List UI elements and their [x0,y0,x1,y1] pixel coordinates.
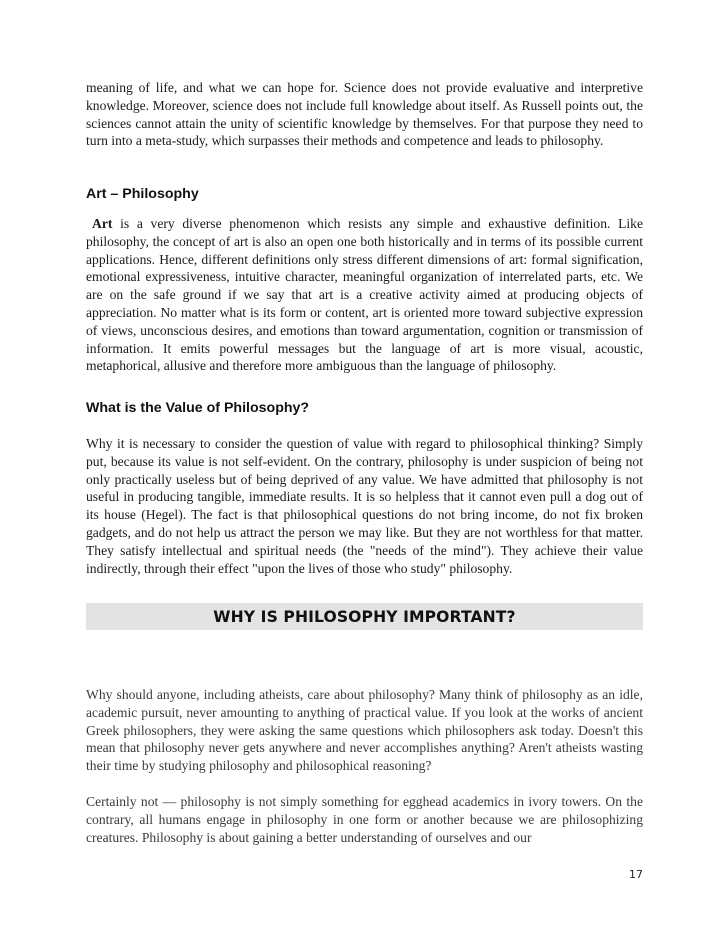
value-paragraph: Why it is necessary to consider the question of value with regard to philosophical thinking? Simply put, because its value is not self-evident. On the contrary, philosophy is under suspicion of being not only practically useless but of being deprived of any value. We have admitted that philosophy is not useful in producing tangible, immediate results. It is so helpless that it cannot even pull a dog out of its house (Hegel). The fact is that philosophical questions do not bring income, do not fix broken gadgets, and do not help us attract the person we may like. But they are not worthless for that matter. They satisfy intellectual and spiritual needs (the "needs of the mind"). They achieve their value indirectly, through their effect "upon the lives of those who study" philosophy. [86,436,643,576]
art-paragraph-body: is a very diverse phenomenon which resists any simple and exhaustive definition. Like philosophy, the concept of art is also an open one both historically and in terms of its possible current applications. Hence, different definitions only stress different dimensions of art: formal signification, emotional expressiveness, intuitive character, meaningful organization of interrelated parts, etc. We are on the safe ground if we say that art is a creative activity aimed at producing objects of appreciation. No matter what is its form or content, art is oriented more toward subjective expression of views, unconscious desires, and emotions than toward argumentation, cognition or transmission of information. It emits powerful messages but the language of art is more visual, acoustic, metaphorical, allusive and therefore more ambiguous than the language of philosophy. [86,216,643,374]
page-number: 17 [629,868,643,881]
art-lead-word: Art [92,216,113,231]
certainly-paragraph: Certainly not — philosophy is not simply something for egghead academics in ivory towers. On the contrary, all humans engage in philosophy in one form or another because we are philosophizing creatures. Philosophy is about gaining a better understanding of ourselves and our [86,794,643,845]
banner-title: WHY IS PHILOSOPHY IMPORTANT? [213,607,516,626]
why-paragraph: Why should anyone, including atheists, care about philosophy? Many think of philosophy as an idle, academic pursuit, never amounting to anything of practical value. If you look at the works of ancient Greek philosophers, they were asking the same questions which philosophers ask today. Doesn't this mean that philosophy never gets anywhere and never accomplishes anything? Aren't atheists wasting their time by studying philosophy and philosophical reasoning? [86,687,643,774]
art-paragraph [86,215,643,375]
section-heading-art-philosophy: Art – Philosophy [86,186,199,202]
section-banner [86,603,643,630]
section-heading-value-of-philosophy: What is the Value of Philosophy? [86,400,310,416]
intro-paragraph: meaning of life, and what we can hope for. Science does not provide evaluative and interpretive knowledge. Moreover, science does not include full knowledge about itself. As Russell points out, the sciences cannot attain the unity of scientific knowledge by themselves. For that purpose they need to turn into a meta-study, which surpasses their methods and competence and leads to philosophy. [86,80,643,149]
